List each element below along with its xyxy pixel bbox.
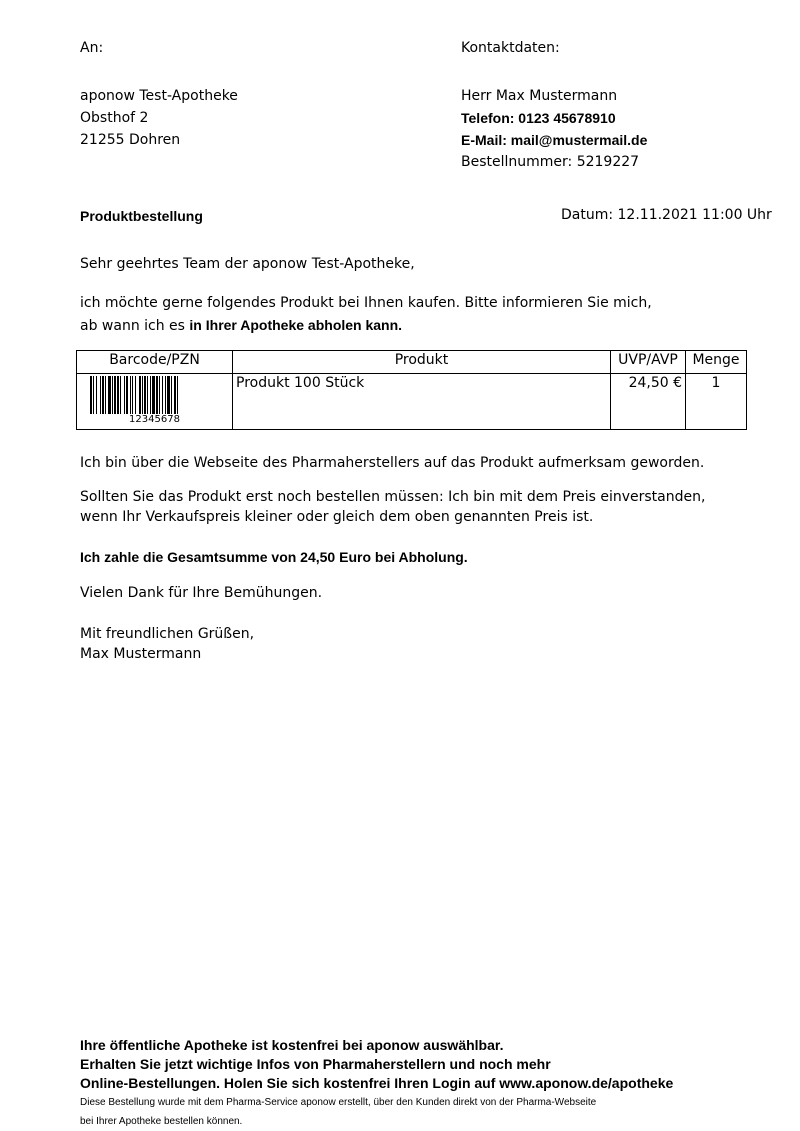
footer-small-1: Diese Bestellung wurde mit dem Pharma-Service aponow erstellt, über den Kunden direkt von der Pharma-Webseite bbox=[80, 1097, 597, 1108]
header-price: UVP/AVP bbox=[611, 351, 686, 374]
barcode-bar bbox=[162, 376, 163, 414]
footer-small-2: bei Ihrer Apotheke bestellen können. bbox=[80, 1116, 243, 1127]
barcode-bar bbox=[90, 376, 92, 414]
barcode-bar bbox=[114, 376, 116, 414]
barcode-bar bbox=[147, 376, 148, 414]
header-product: Produkt bbox=[233, 351, 611, 374]
footer-promo bbox=[80, 1036, 673, 1093]
barcode-bar bbox=[105, 376, 106, 414]
subject-title: Produktbestellung bbox=[80, 208, 203, 224]
barcode-bar bbox=[174, 376, 176, 414]
recipient-heading: An: bbox=[80, 40, 104, 56]
order-paragraph bbox=[80, 487, 705, 527]
barcode-bar bbox=[108, 376, 111, 414]
barcode-bar bbox=[100, 376, 101, 414]
footer-line-3: Online-Bestellungen. Holen Sie sich kostenfrei Ihren Login auf www.aponow.de/apotheke bbox=[80, 1075, 674, 1091]
recipient-address bbox=[80, 85, 238, 151]
footer-line-2: Erhalten Sie jetzt wichtige Infos von Pharmaherstellern und noch mehr bbox=[80, 1056, 551, 1072]
intro-line-2-bold: in Ihrer Apotheke abholen kann. bbox=[189, 317, 403, 333]
barcode-bar bbox=[102, 376, 104, 414]
contact-name: Herr Max Mustermann bbox=[461, 88, 618, 104]
product-quantity: 1 bbox=[686, 374, 747, 430]
barcode-bar bbox=[144, 376, 146, 414]
header-barcode: Barcode/PZN bbox=[77, 351, 233, 374]
product-name: Produkt 100 Stück bbox=[233, 374, 611, 430]
table-row bbox=[77, 374, 747, 430]
footer-note bbox=[80, 1093, 596, 1131]
barcode-bar bbox=[135, 376, 136, 414]
barcode-bar bbox=[171, 376, 172, 414]
order-number: Bestellnummer: 5219227 bbox=[461, 154, 640, 170]
barcode-bar bbox=[117, 376, 119, 414]
barcode-bar bbox=[130, 376, 131, 414]
thanks-line: Vielen Dank für Ihre Bemühungen. bbox=[80, 585, 323, 601]
website-paragraph: Ich bin über die Webseite des Pharmaherstellers auf das Produkt aufmerksam geworden. bbox=[80, 455, 705, 471]
barcode-image bbox=[89, 376, 221, 414]
barcode-bar bbox=[177, 376, 178, 414]
header-quantity: Menge bbox=[686, 351, 747, 374]
order-line-1: Sollten Sie das Produkt erst noch bestellen müssen: Ich bin mit dem Preis einverstanden, bbox=[80, 489, 706, 505]
closing-block bbox=[80, 624, 254, 664]
salutation: Sehr geehrtes Team der aponow Test-Apotheke, bbox=[80, 256, 415, 272]
barcode-cell bbox=[77, 374, 233, 430]
barcode-bar bbox=[167, 376, 170, 414]
closing-line: Mit freundlichen Grüßen, bbox=[80, 626, 255, 642]
signature-name: Max Mustermann bbox=[80, 646, 202, 662]
recipient-city: 21255 Dohren bbox=[80, 132, 181, 148]
payment-statement: Ich zahle die Gesamtsumme von 24,50 Euro bei Abholung. bbox=[80, 549, 468, 565]
intro-line-2 bbox=[80, 314, 652, 337]
barcode-bar bbox=[132, 376, 133, 414]
barcode-bar bbox=[126, 376, 128, 414]
contact-phone: Telefon: 0123 45678910 bbox=[461, 110, 616, 126]
intro-line-1: ich möchte gerne folgendes Produkt bei Ihnen kaufen. Bitte informieren Sie mich, bbox=[80, 295, 652, 311]
intro-line-2-text: ab wann ich es bbox=[80, 318, 190, 334]
footer-line-1: Ihre öffentliche Apotheke ist kostenfrei bei aponow auswählbar. bbox=[80, 1037, 504, 1053]
table-header-row bbox=[77, 351, 747, 374]
order-line-2: wenn Ihr Verkaufspreis kleiner oder gleich dem oben genannten Preis ist. bbox=[80, 509, 594, 525]
pzn-number: 12345678 bbox=[129, 414, 180, 425]
recipient-street: Obsthof 2 bbox=[80, 110, 149, 126]
barcode-bar bbox=[142, 376, 143, 414]
product-price: 24,50 € bbox=[611, 374, 686, 430]
barcode-bar bbox=[112, 376, 113, 414]
intro-paragraph bbox=[80, 292, 652, 337]
barcode-bar bbox=[165, 376, 166, 414]
contact-heading: Kontaktdaten: bbox=[461, 40, 560, 56]
barcode-bar bbox=[96, 376, 97, 414]
barcode-bar bbox=[93, 376, 94, 414]
contact-block bbox=[461, 85, 647, 173]
barcode-bar bbox=[124, 376, 125, 414]
order-table bbox=[76, 350, 747, 430]
barcode-bar bbox=[120, 376, 121, 414]
barcode-bar bbox=[150, 376, 151, 414]
barcode-bar bbox=[152, 376, 155, 414]
contact-email: E-Mail: mail@mustermail.de bbox=[461, 132, 648, 148]
barcode-bar bbox=[139, 376, 141, 414]
barcode-bar bbox=[156, 376, 158, 414]
recipient-name: aponow Test-Apotheke bbox=[80, 88, 238, 104]
barcode-bar bbox=[159, 376, 160, 414]
date-label: Datum: 12.11.2021 11:00 Uhr bbox=[561, 207, 772, 223]
